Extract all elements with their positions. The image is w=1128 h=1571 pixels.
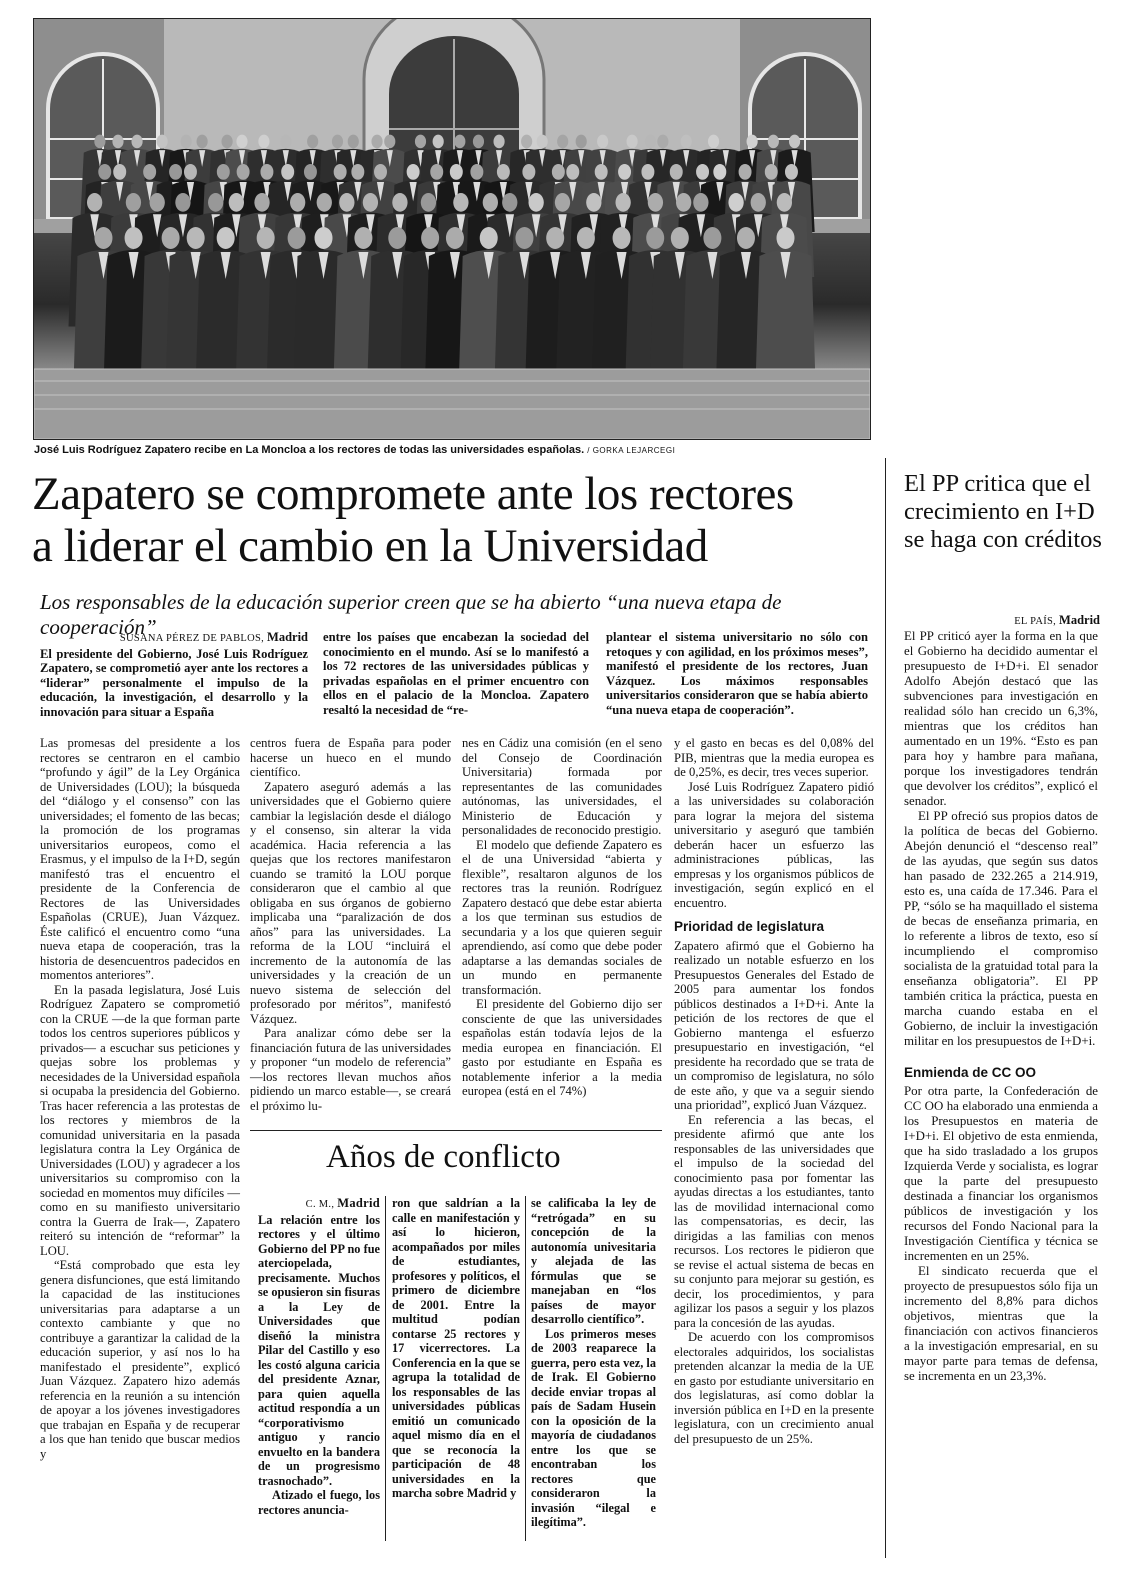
box-divider [385, 1196, 386, 1541]
body-column-1 [40, 736, 240, 1461]
box-divider [525, 1196, 526, 1541]
byline [40, 630, 308, 647]
paragraph: centros fuera de España para poder hacerse un hueco en el mundo científico. [250, 736, 451, 779]
body-column-2 [250, 736, 451, 1113]
paragraph: El sindicato recuerda que el proyecto de presupuestos sólo fija un incremento del 8,8% para dichos objetivos, mientras que la financiación con activos financieros a la investigación empresarial, en su mayor parte para temas de defensa, se incrementa en un 23,3%. [904, 1264, 1098, 1383]
sidebar-subhead: Enmienda de CC OO [904, 1065, 1037, 1080]
paragraph: Zapatero aseguró además a las universidades que el Gobierno quiere cambiar la legislación desde el diálogo y el consenso, sin alterar la vida académica. Hacia referencia a las quejas que los rectores manifestaron cuando se tramitó la LOU porque consideraron que el cambio al que obligaba en sus órganos de gobierno implicaba una “paralización de dos años” para las universidades. La reforma de la LOU “incluirá el incremento de la autonomía de las universidades y la creación de un nuevo sistema de selección del profesorado por méritos”, manifestó Vázquez. [250, 779, 451, 1026]
photo-illustration [34, 19, 870, 439]
paragraph: Atizado el fuego, los rectores anuncia- [258, 1488, 380, 1517]
box-byline [258, 1196, 380, 1213]
body-column-3 [462, 736, 662, 1099]
paragraph: La relación entre los rectores y el último Gobierno del PP no fue aterciopelada, precisamente. Muchos se opusieron sin fisuras a la Ley de Universidades que diseñó la ministra Pilar del Castillo y eso les costó alguna caricia del presidente Aznar, para quien aquella actitud respondía a un “corporativismo antiguo y rancio envuelto en la bandera de un progresismo trasnochado”. [258, 1212, 380, 1488]
sidebar-byline-place: Madrid [1059, 613, 1100, 627]
paragraph: ron que saldrían a la calle en manifestación y así lo hicieron, acompañados por miles de estudiantes, profesores y políticos, el primero de diciembre de 2001. Entre la multitud podían contarse 25 rectores y 17 vicerrectores. La Conferencia en la que se agrupa la totalidad de los responsables de las universidades públicas emitió un comunicado aquel mismo día en el que se reconocía la participación de 48 universidades en la marcha sobre Madrid y [392, 1196, 520, 1500]
sidebar-byline-author: EL PAÍS, [1014, 616, 1057, 627]
paragraph: El PP ofreció sus propios datos de la política de becas del Gobierno. Abejón denunció el “descenso real” de las ayudas, que según sus datos han pasado de 232.265 a 214.919, esto es, una caída de 17.346. Para el PP, “sólo se ha maquillado el sistema de becas de enseñanza primaria, en lo referente a libros de texto, eso sí incumpliendo el compromiso socialista de la gratuidad total para la enseñanza obligatoria”. El PP también critica la práctica, puesta en marcha cuando estaba en el Gobierno, de incluir la investigación militar en los presupuestos de I+D+i. [904, 809, 1098, 1048]
lead-column-2: entre los países que encabezan la sociedad del conocimiento en el mundo. Así se lo manifestó a los 72 rectores de las universidades públicas y privadas españolas en el primer encuentro con ellos en el palacio de la Moncloa. Zapatero resaltó la necesidad de “re- [323, 630, 589, 717]
box-column-1 [258, 1196, 380, 1517]
paragraph: nes en Cádiz una comisión (en el seno del Consejo de Coordinación Universitaria) formada por representantes de las comunidades autónomas, las universidades, el Ministerio de Educación y personalidades de reconocido prestigio. [462, 736, 662, 837]
paragraph: El modelo que defiende Zapatero es el de una Universidad “abierta y flexible”, resaltaron algunos de los rectores tras la reunión. Rodríguez Zapatero destacó que debe estar abierta a los que terminan sus estudios de secundaria y a los que quieren seguir aprendiendo, así como que debe poder adaptarse a las demandas sociales de un mundo en permanente transformación. [462, 837, 662, 997]
column-divider [885, 458, 886, 1558]
paragraph: El presidente del Gobierno dijo ser consciente de que las universidades españolas están todavía lejos de la media europea en financiación. El gasto por estudiante en España es notablemente inferior a la media europea (está en el 74%) [462, 997, 662, 1098]
box-byline-author: C. M., [305, 1199, 335, 1210]
box-byline-place: Madrid [337, 1196, 380, 1210]
paragraph: Para analizar cómo debe ser la financiación futura de las universidades y proponer “un modelo de referencia” —los rectores llevan muchos años pidiendo un marco estable—, se creará el próximo lu- [250, 1026, 451, 1113]
group-photo [33, 18, 871, 440]
byline-author: SUSANA PÉREZ DE PABLOS, [119, 633, 265, 644]
paragraph: Por otra parte, la Confederación de CC OO ha elaborado una enmienda a los Presupuestos en materia de I+D+i. El objetivo de esta enmienda, que ha sido trasladado a los grupos Izquierda Verde y socialista, es lograr que la parte del presupuesto destinada a financiar los organismos públicos de investigación y los recursos del Fondo Nacional para la Investigación Científica y técnica se incrementen en un 25%. [904, 1084, 1098, 1263]
main-subheadline: Los responsables de la educación superior creen que se ha abierto “una nueva etapa de cooperación” [40, 590, 782, 639]
photo-caption [34, 444, 874, 456]
box-top-rule [250, 1130, 662, 1131]
section-subhead: Prioridad de legislatura [674, 919, 825, 934]
paragraph: Los primeros meses de 2003 reaparece la guerra, pero esta vez, la de Irak. El Gobierno decide enviar tropas al país de Sadam Husein con la oposición de la mayoría de ciudadanos entre los que se encontraban los rectores que consideraron la invasión “ilegal e ilegítima”. [531, 1326, 656, 1529]
paragraph: “Está comprobado que esta ley genera disfunciones, que está limitando la capacidad de las instituciones universitarias para adaptarse a un contexto cambiante y que no contribuye a garantizar la calidad de la educación superior, y así nos lo ha manifestado el presidente”, explicó Juan Vázquez. Zapatero hizo además referencia en la reunión a su intención de apoyar a los jóvenes investigadores que trabajan en España y de recuperar a los que han tenido que buscar medios y [40, 1258, 240, 1461]
box-column-3 [531, 1196, 656, 1530]
box-column-2 [392, 1196, 520, 1501]
lead-column-3: plantear el sistema universitario no sólo con retoques y con agilidad, en los próximos meses”, manifestó el presidente de los rectores, Juan Vázquez. Los máximos responsables universitarios consideraron que se había abierto “una nueva etapa de cooperación”. [606, 630, 868, 717]
paragraph: Zapatero afirmó que el Gobierno ha realizado un notable esfuerzo en los Presupuestos Generales del Estado de 2005 para aumentar los fondos públicos destinados a I+D+i. Ante la petición de los rectores de que el Gobierno mantenga el esfuerzo presupuestario en investigación, “el presidente ha recordado que se trata de un compromiso de legislatura, no sólo de este año, y que va a seguir siendo una prioridad”, explicó Juan Vázquez. [674, 938, 874, 1112]
main-headline [32, 468, 882, 572]
paragraph: En la pasada legislatura, José Luis Rodríguez Zapatero se comprometió con la CRUE —de la que forman parte todos los centros superiores públicos y privados— a escuchar sus peticiones y quejas sobre los problemas y necesidades de la Universidad española si ocupaba la presidencia del Gobierno. Tras hacer referencia a las protestas de los rectores y miembros de la comunidad universitaria en la pasada legislatura contra la Ley Orgánica de Universidades (LOU) y agradecer a los universitarios su compromiso con la sociedad en momentos muy difíciles —como en su manifiesto universitario contra la Guerra de Irak—, Zapatero reiteró su intención de “reformar” la LOU. [40, 982, 240, 1258]
byline-place: Madrid [267, 630, 308, 644]
paragraph: El PP criticó ayer la forma en la que el Gobierno ha decidido aumentar el presupuesto de I+D+i. El senador Adolfo Abejón destacó que las subvenciones para investigación en realidad sólo han crecido un 6,3%, mientras que los créditos han aumentado en un 19%. “Esto es pan para hoy y hambre para mañana, porque los investigadores tendrán que devolver los créditos”, explicó el senador. [904, 629, 1098, 808]
headline-line-2: a liderar el cambio en la Universidad [32, 520, 708, 572]
paragraph: José Luis Rodríguez Zapatero pidió a las universidades su colaboración para lograr la mejora del sistema universitario y aseguró que también deberán hacer un esfuerzo las administraciones públicas, las empresas y los organismos públicos de investigación, según explicó en el encuentro. [674, 779, 874, 910]
sidebar-column [904, 629, 1098, 1384]
paragraph: se calificaba la ley de “retrógada” en su concepción de la autonomía univesitaria y alejada de las fórmulas que se manejaban en “los países de mayor desarrollo científico”. [531, 1196, 656, 1326]
sidebar-byline [904, 613, 1100, 628]
caption-text: José Luis Rodríguez Zapatero recibe en La Moncloa a los rectores de todas las universidades españolas. [34, 444, 585, 456]
lead-column-1 [40, 630, 308, 720]
paragraph: y el gasto en becas es del 0,08% del PIB, mientras que la media europea es de 0,25%, es decir, tres veces superior. [674, 736, 874, 779]
body-column-4 [674, 736, 874, 1446]
box-headline: Años de conflicto [326, 1139, 561, 1175]
sidebar-headline: El PP critica que el crecimiento en I+D se haga con créditos [904, 470, 1102, 553]
paragraph: En referencia a las becas, el presidente afirmó que ante los responsables de las universidades que el impulso de la sociedad del conocimiento pasa por fomentar las ayudas directas a los estudiantes, tanto las de movilidad internacional como las compensatorias, es decir, las dirigidas a las familias con menos recursos. Los rectores le pidieron que se revise el actual sistema de becas en su conjunto para mejorar su gestión, es decir, los procedimientos, y para agilizar los pasos a seguir y los plazos para la concesión de las ayudas. [674, 1112, 874, 1330]
paragraph: Las promesas del presidente a los rectores se centraron en el cambio “profundo y ágil” de la Ley Orgánica de Universidades (LOU); la búsqueda del “diálogo y el consenso” con las universidades; el fomento de las becas; la promoción de los programas universitarios europeos, como el Erasmus, y el impulso de la I+D, según manifestó tras el encuentro el presidente de la Conferencia de Rectores de las Universidades Españolas (CRUE), Juan Vázquez. Éste calificó el encuentro como “una nueva etapa de cooperación, tras la historia de desencuentros padecidos en momentos anteriores”. [40, 736, 240, 982]
headline-line-1: Zapatero se compromete ante los rectores [32, 468, 794, 520]
paragraph: De acuerdo con los compromisos electorales adquiridos, los socialistas pretenden alcanzar la media de la UE en gasto por estudiante universitario en dos legislaturas, así como doblar la inversión pública en I+D en la presente legislatura, con un crecimiento anual del presupuesto de un 25%. [674, 1330, 874, 1446]
lead-text-1: El presidente del Gobierno, José Luis Rodríguez Zapatero, se comprometió ayer ante los rectores a “liderar” personalmente el impulso de la educación, la investigación, el desarrollo y la innovación para situar a España [40, 646, 308, 719]
photo-credit: / GORKA LEJARCEGI [587, 446, 676, 455]
